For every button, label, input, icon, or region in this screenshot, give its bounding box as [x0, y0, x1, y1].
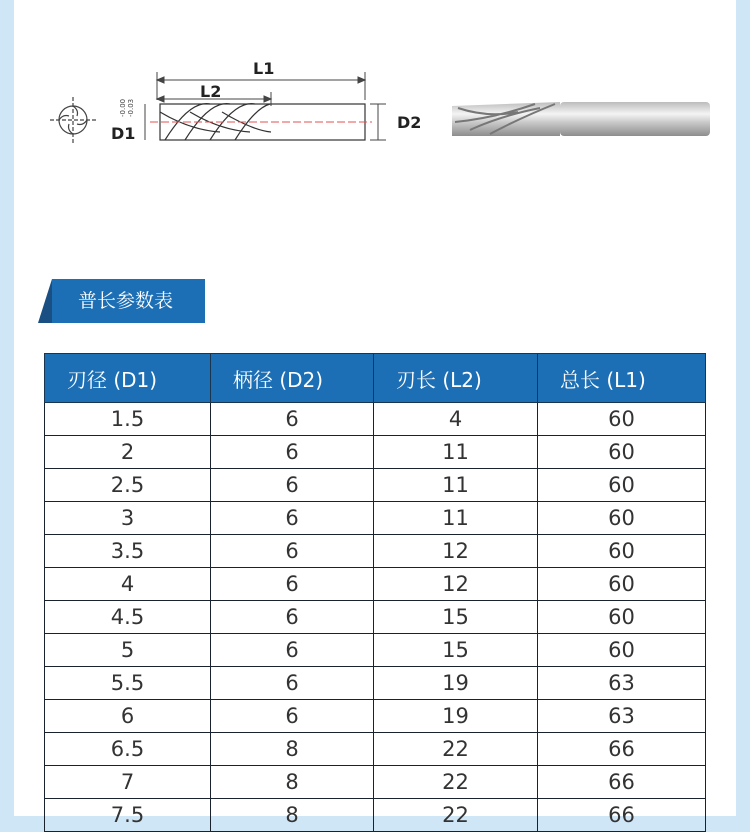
table-cell: 11: [374, 469, 538, 502]
table-cell: 6: [211, 568, 374, 601]
table-row: [45, 799, 706, 832]
table-cell: 8: [211, 733, 374, 766]
table-cell: 60: [538, 634, 706, 667]
section-tag: [38, 279, 205, 323]
header-l1: 总长 (L1): [538, 354, 706, 403]
table-cell: 7.5: [45, 799, 211, 832]
table-cell: 63: [538, 700, 706, 733]
table-cell: 6: [211, 535, 374, 568]
table-cell: 3: [45, 502, 211, 535]
header-d2: 柄径 (D2): [211, 354, 374, 403]
d2-label: D2: [397, 113, 422, 132]
table-cell: 60: [538, 601, 706, 634]
table-cell: 15: [374, 601, 538, 634]
tolerance-lower: -0.03: [127, 98, 135, 117]
table-cell: 11: [374, 502, 538, 535]
table-cell: 66: [538, 733, 706, 766]
table-cell: 12: [374, 535, 538, 568]
table-row: [45, 469, 706, 502]
table-cell: 8: [211, 766, 374, 799]
table-cell: 6: [211, 700, 374, 733]
table-row: [45, 766, 706, 799]
table-header-row: [45, 354, 706, 403]
table-cell: 6: [211, 469, 374, 502]
table-cell: 6: [211, 436, 374, 469]
table-cell: 22: [374, 799, 538, 832]
tolerance-upper: -0.00: [119, 98, 127, 117]
l1-label: L1: [253, 59, 275, 78]
tool-dimension-diagram: [0, 0, 750, 160]
table-row: [45, 667, 706, 700]
parameter-table: [44, 353, 706, 832]
table-row: [45, 634, 706, 667]
table-cell: 1.5: [45, 403, 211, 436]
table-cell: 3.5: [45, 535, 211, 568]
table-cell: 60: [538, 403, 706, 436]
table-cell: 7: [45, 766, 211, 799]
table-row: [45, 502, 706, 535]
table-cell: 22: [374, 766, 538, 799]
table-row: [45, 535, 706, 568]
table-cell: 4: [374, 403, 538, 436]
table-cell: 6: [211, 601, 374, 634]
table-row: [45, 601, 706, 634]
table-cell: 6: [211, 667, 374, 700]
table-cell: 60: [538, 502, 706, 535]
table-row: [45, 403, 706, 436]
table-cell: 66: [538, 799, 706, 832]
section-title: 普长参数表: [52, 279, 205, 323]
table-cell: 2.5: [45, 469, 211, 502]
header-l2: 刃长 (L2): [374, 354, 538, 403]
table-row: [45, 436, 706, 469]
table-cell: 6: [211, 403, 374, 436]
table-cell: 60: [538, 469, 706, 502]
table-cell: 60: [538, 568, 706, 601]
table-row: [45, 733, 706, 766]
table-cell: 6: [45, 700, 211, 733]
table-cell: 15: [374, 634, 538, 667]
table-cell: 5.5: [45, 667, 211, 700]
table-cell: 8: [211, 799, 374, 832]
table-cell: 63: [538, 667, 706, 700]
table-cell: 4: [45, 568, 211, 601]
table-row: [45, 568, 706, 601]
end-view-icon: [50, 97, 96, 143]
table-cell: 2: [45, 436, 211, 469]
table-row: [45, 700, 706, 733]
table-cell: 11: [374, 436, 538, 469]
d1-label: D1: [111, 124, 136, 143]
table-cell: 4.5: [45, 601, 211, 634]
end-mill-photo: [452, 102, 710, 136]
table-body: [45, 403, 706, 832]
table-cell: 12: [374, 568, 538, 601]
table-cell: 22: [374, 733, 538, 766]
header-d1: 刃径 (D1): [45, 354, 211, 403]
tag-wedge: [38, 279, 52, 323]
l2-label: L2: [200, 82, 222, 101]
table-cell: 6.5: [45, 733, 211, 766]
table-cell: 19: [374, 700, 538, 733]
table-cell: 6: [211, 634, 374, 667]
table-cell: 66: [538, 766, 706, 799]
table-cell: 6: [211, 502, 374, 535]
table-cell: 19: [374, 667, 538, 700]
table-cell: 60: [538, 436, 706, 469]
table-cell: 5: [45, 634, 211, 667]
table-cell: 60: [538, 535, 706, 568]
